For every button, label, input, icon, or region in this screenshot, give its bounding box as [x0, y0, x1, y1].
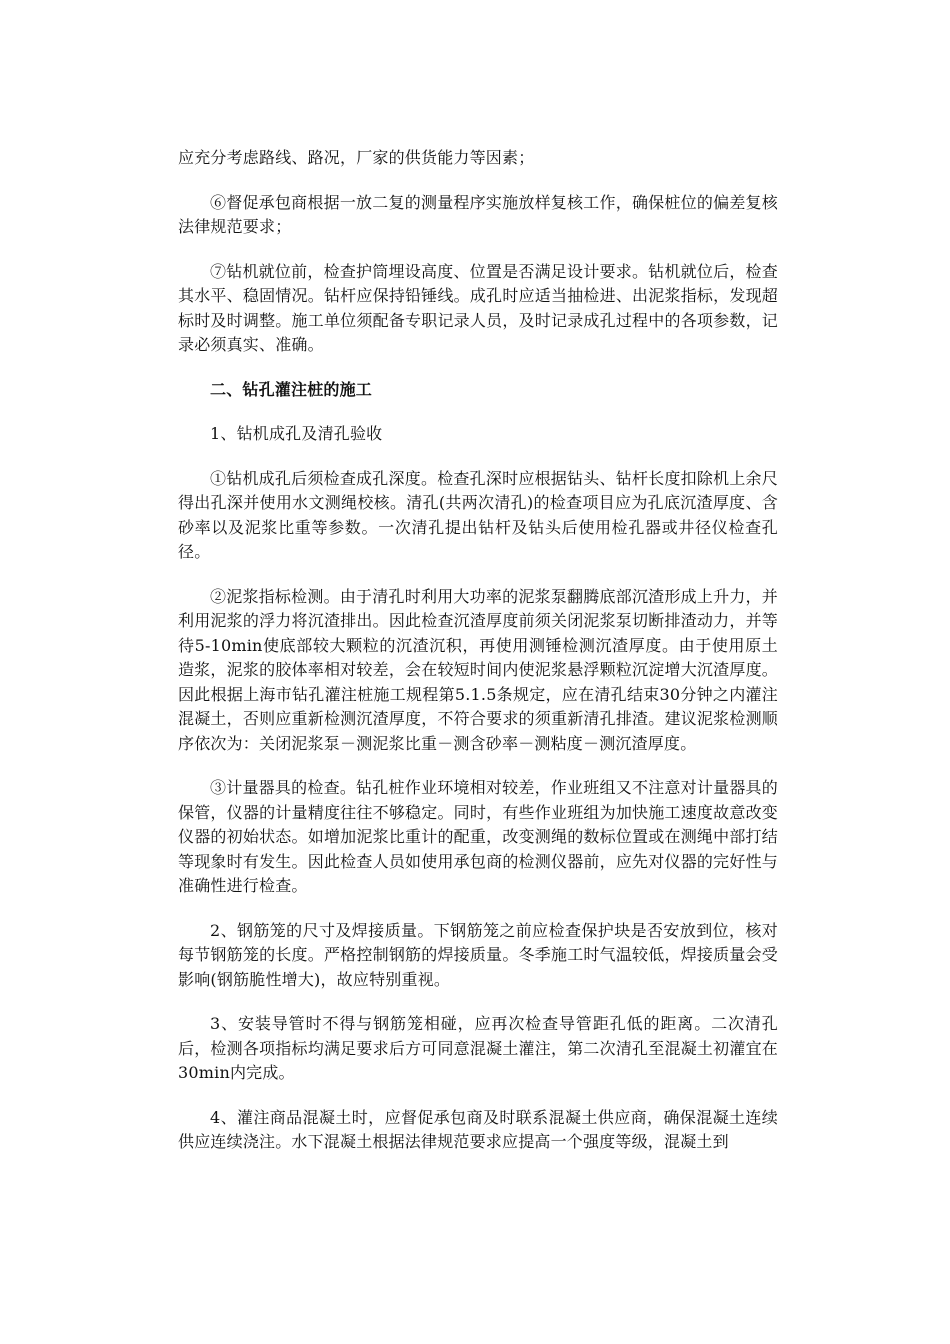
- paragraph-item-6: ⑥督促承包商根据一放二复的测量程序实施放样复核工作，确保桩位的偏差复核法律规范要求；: [178, 192, 778, 236]
- paragraph-concrete-pouring: 4、灌注商品混凝土时，应督促承包商及时联系混凝土供应商，确保混凝土连续供应连续浇注。水下混凝土根据法律规范要求应提高一个强度等级，混凝土到: [178, 1107, 778, 1151]
- paragraph-mud-index: ②泥浆指标检测。由于清孔时利用大功率的泥浆泵翻腾底部沉渣形成上升力，并利用泥浆的浮力将沉渣排出。因此检查沉渣厚度前须关闭泥浆泵切断排渣动力，并等待5-10min使底部较大颗粒的沉渣沉积，再使用测锤检测沉渣厚度。由于使用原土造浆，泥浆的胶体率相对较差，会在较短时间内使泥浆悬浮颗粒沉淀增大沉渣厚度。因此根据上海市钻孔灌注桩施工规程第5.1.5条规定，应在清孔结束30分钟之内灌注混凝土，否则应重新检测沉渣厚度，不符合要求的须重新清孔排渣。建议泥浆检测顺序依次为：关闭泥浆泵－测泥浆比重－测含砂率－测粘度－测沉渣厚度。: [178, 586, 778, 753]
- subsection-heading: 1、钻机成孔及清孔验收: [210, 424, 383, 443]
- paragraph-hole-depth: ①钻机成孔后须检查成孔深度。检查孔深时应根据钻头、钻杆长度扣除机上余尺得出孔深并使用水文测绳校核。清孔(共两次清孔)的检查项目应为孔底沉渣厚度、含砂率以及泥浆比重等参数。一次清孔提出钻杆及钻头后使用检孔器或井径仪检查孔径。: [178, 468, 778, 561]
- paragraph-conduit: 3、安装导管时不得与钢筋笼相碰，应再次检查导管距孔低的距离。二次清孔后，检测各项指标均满足要求后方可同意混凝土灌注，第二次清孔至混凝土初灌宜在30min内完成。: [178, 1014, 778, 1082]
- paragraph-continuation: 应充分考虑路线、路况，厂家的供货能力等因素；: [178, 148, 535, 167]
- paragraph-instruments: ③计量器具的检查。钻孔桩作业环境相对较差，作业班组又不注意对计量器具的保管，仪器的计量精度往往不够稳定。同时，有些作业班组为加快施工速度故意改变仪器的初始状态。如增加泥浆比重计的配重，改变测绳的数标位置或在测绳中部打结等现象时有发生。因此检查人员如使用承包商的检测仪器前，应先对仪器的完好性与准确性进行检查。: [178, 778, 778, 895]
- paragraph-item-7: ⑦钻机就位前，检查护筒埋设高度、位置是否满足设计要求。钻机就位后，检查其水平、稳固情况。钻杆应保持铅锤线。成孔时应适当抽检进、出泥浆指标，发现超标时及时调整。施工单位须配备专职记录人员，及时记录成孔过程中的各项参数，记录必须真实、准确。: [178, 261, 778, 354]
- section-heading: 二、钻孔灌注桩的施工: [210, 379, 373, 399]
- paragraph-rebar-cage: 2、钢筋笼的尺寸及焊接质量。下钢筋笼之前应检查保护块是否安放到位，核对每节钢筋笼的长度。严格控制钢筋的焊接质量。冬季施工时气温较低，焊接质量会受影响(钢筋脆性增大)，故应特别重视。: [178, 920, 778, 989]
- document-body: [178, 146, 778, 1175]
